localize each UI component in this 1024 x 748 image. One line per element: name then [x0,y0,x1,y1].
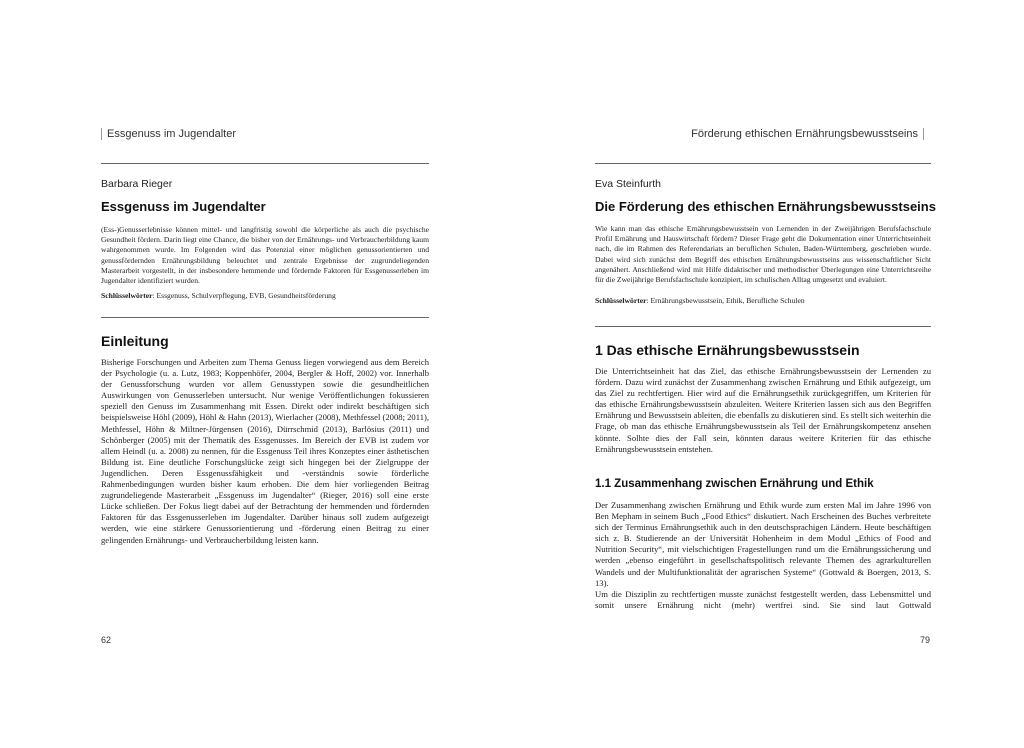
subsection-heading: 1.1 Zusammenhang zwischen Ernährung und Ethik [595,478,874,490]
abstract-rule [595,326,931,327]
section-heading: Einleitung [101,333,169,349]
body-text [101,357,429,546]
abstract [595,224,931,285]
keywords [595,296,805,305]
abstract-rule [101,317,429,318]
abstract-text: (Ess-)Genusserlebnisse können mittel- und langfristig sowohl die körperliche als auch die psychische Gesundheit fördern. Darin liegt eine Chance, die bisher von der Ernährungs- und Verbraucherbildung kaum wahrgenommen wurde. Im Folgenden wird das Potenzial einer möglichen genussorientierten und genussfördernden Ernährungsbildung beleuchtet und zentrale Ergebnisse der zugrundeliegenden Masterarbeit vorgestellt, in der insbesondere hemmende und fördernde Faktoren für Essgenusserleben im Jugendalter identifiziert wurden. [101,225,429,286]
section-heading: 1 Das ethische Ernährungsbewusstsein [595,342,860,358]
keywords-list: : Essgenuss, Schulverpflegung, EVB, Gesundheitsförderung [152,291,336,300]
header-rule [595,163,931,164]
page-number: 62 [101,635,112,645]
header-rule [101,163,429,164]
keywords-label: Schlüsselwörter [595,296,647,305]
abstract-text: Wie kann man das ethische Ernährungsbewusstsein von Lernenden in der Zweijährigen Berufsfachschule Profil Ernährung und Hauswirtschaft fördern? Dieser Frage geht die Dokumentation einer Unterrichtseinheit nach, die im Rahmen des Referendariats an beruflichen Schulen, Baden-Württemberg, geschrieben wurde. Dabei wird sich zunächst dem Begriff des ethischen Ernährungsbewusstseins aus wissenschaftlicher Sicht angenähert. Anschließend wird mit Hilfe didaktischer und methodischer Überlegungen eine Unterrichtsreihe für die Zweijährige Berufsfachschule konzipiert, im schulischen Alltag umgesetzt und evaluiert. [595,224,931,285]
subsection-paragraph-1: Der Zusammenhang zwischen Ernährung und Ethik wurde zum ersten Mal im Jahre 1996 von Ben Mepham in seinem Buch „Food Ethics“ diskutiert. Nach Erscheinen des Buches verbreitete sich der Terminus Ernährungsethik auch in den deutschsprachigen Ländern. Heute beschäftigen sich z. B. Studierende an der Universität Hohenheim in dem Modul „Ethics of Food and Nutrition Security“, mit vielschichtigen Fragestellungen rund um die Ernährungssicherung und werden „ebenso eingeführt in gesellschaftspolitisch relevante Themen des agrarkulturellen Wandels und der Multifunktionalität der agrarischen Systeme“ (Gottwald & Boergen, 2013, S. 13). [595,500,931,588]
keywords [101,291,336,300]
section-paragraph: Die Unterrichtseinheit hat das Ziel, das ethische Ernährungsbewusstsein der Lernenden zu fördern. Dazu wird zunächst der Zusammenhang zwischen Ernährung und Ethik aufgezeigt, um das Ziel zu rechtfertigen. Hier wird auf die Ernährungsethik zurückgegriffen, um Kriterien für das ethische Ernährungsbewusstsein abzuleiten. Weitere Kriterien lassen sich aus den Begriffen Ernährung und Bewusstsein ableiten, die ebenfalls zu diskutieren sind. Es stellt sich weiterhin die Frage, ob man das ethische Ernährungsbewusstsein als Teil der Ernährungskompetenz ansehen könnte. Solhte dies der Fall sein, könnten daraus weitere Kriterien für das ethische Ernährungsbewusstsein entstehen. [595,366,931,454]
article-title: Die Förderung des ethischen Ernährungsbewusstseins [595,199,936,214]
author-name: Barbara Rieger [101,178,173,190]
body-paragraph: Bisherige Forschungen und Arbeiten zum Thema Genuss liegen vorwiegend aus dem Bereich der Psychologie (u. a. Lutz, 1983; Koppenhöfer, 2004, Bergler & Hoff, 2002) vor. Innerhalb der Genussforschung wurden vor allem Genusstypen sowie die gesundheitlichen Auswirkungen von Genusserleben untersucht. Nur wenige Veröffentlichungen fokussieren speziell den Genuss im Zusammenhang mit Essen. Direkt oder indirekt beschäftigen sich beispielsweise Höhl (2009), Höhl & Hahn (2013), Wierlacher (2008), Methfessel (2008; 2011), Methfessel, Höhn & Miltner-Jürgensen (2016), Dürrschmid (2013), Barlösius (2011) und Schönberger (2005) mit der Thematik des Essgenusses. Im Bereich der EVB ist zudem vor allem Heindl (u. a. 2008) zu nennen, für die Essgenuss Teil ihres Konzeptes einer ästhetischen Bildung ist. Eine deutliche Forschungslücke zeigt sich hingegen bei der Zielgruppe der Jugendlichen. Deren Essgenussfähigkeit und -verständnis sowie förderliche Rahmenbedingungen wurden bisher kaum erhoben. Die dem hier vorliegenden Beitrag zugrundeliegende Masterarbeit „Essgenuss im Jugendalter“ (Rieger, 2016) soll eine erste Lücke schließen. Der Fokus liegt dabei auf der Betrachtung der hemmenden und fördernden Faktoren für das Essgenusserleben im Jugendalter. Darüber hinaus soll zudem aufgezeigt werden, wie eine stärkere Genussorientierung und -förderung einen Beitrag zu einer gelingenden Ernährungs- und Verbraucherbildung leisten kann. [101,357,429,545]
running-head: Essgenuss im Jugendalter [101,128,236,140]
keywords-list: : Ernährungsbewusstsein, Ethik, Berufliche Schulen [646,296,805,305]
page-number: 79 [919,635,930,645]
abstract [101,225,429,286]
article-title: Essgenuss im Jugendalter [101,199,266,214]
keywords-label: Schlüsselwörter [101,291,153,300]
author-name: Eva Steinfurth [595,178,661,190]
subsection-body [595,500,931,611]
running-head: Förderung ethischen Ernährungsbewusstseins [691,128,924,140]
right-page [512,0,1024,748]
section-body [595,366,931,455]
subsection-paragraph-2: Um die Disziplin zu rechtfertigen musste zunächst festgestellt werden, dass Lebensmittel und somit unsere Ernährung nicht (mehr) wertfrei sind. Sie sind laut Gottwald [595,588,931,610]
